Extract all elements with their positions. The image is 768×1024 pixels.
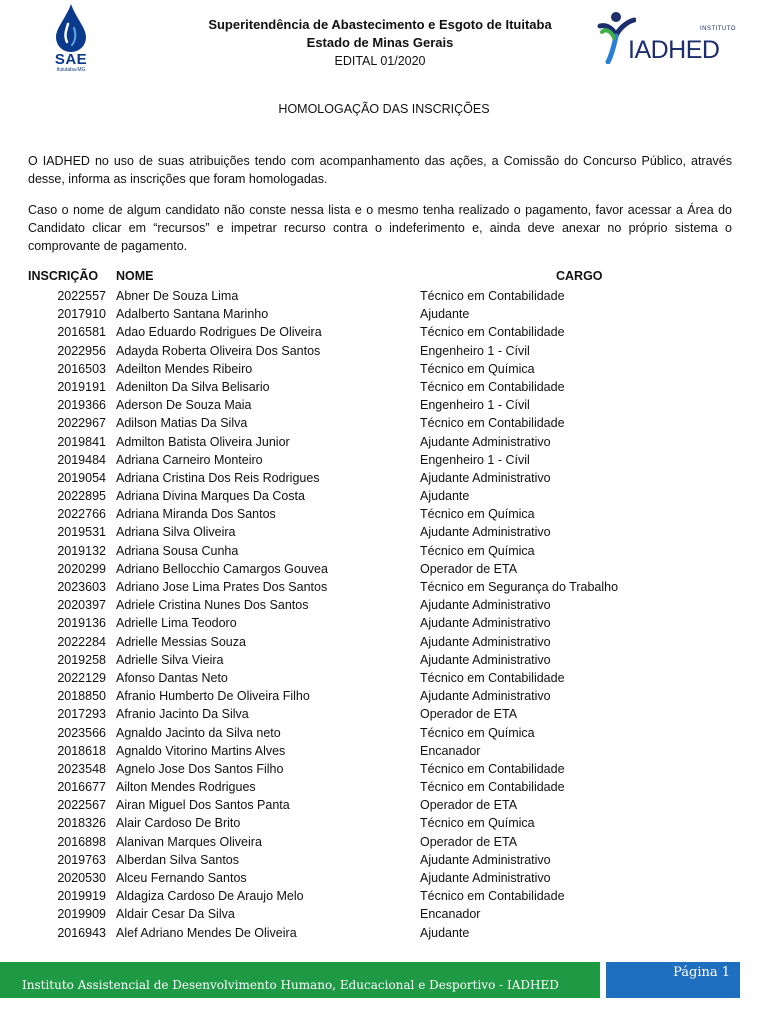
table-row: [0, 742, 768, 760]
table-row: [0, 869, 768, 887]
row-cargo: Ajudante Administrativo: [420, 616, 551, 631]
row-nome: Adeilton Mendes Ribeiro: [116, 361, 253, 376]
row-cargo: Técnico em Química: [420, 507, 535, 522]
row-nome: Alef Adriano Mendes De Oliveira: [116, 925, 297, 940]
row-cargo: Ajudante Administrativo: [420, 434, 551, 449]
row-inscricao: 2016943: [57, 925, 106, 940]
row-inscricao: 2019136: [57, 616, 106, 631]
row-nome: Adriana Sousa Cunha: [116, 543, 239, 558]
table-row: [0, 796, 768, 814]
iadhed-logo: [596, 8, 736, 68]
table-row: [0, 287, 768, 305]
row-nome: Alanivan Marques Oliveira: [116, 834, 262, 849]
row-nome: Alair Cardoso De Brito: [116, 816, 241, 831]
row-inscricao: 2019054: [57, 470, 106, 485]
row-cargo: Operador de ETA: [420, 798, 518, 813]
row-inscricao: 2016503: [57, 361, 106, 376]
table-row: [0, 614, 768, 632]
page-number: Página 1: [673, 965, 730, 980]
row-nome: Afonso Dantas Neto: [116, 670, 228, 685]
row-cargo: Operador de ETA: [420, 834, 518, 849]
row-nome: Agnaldo Jacinto da Silva neto: [116, 725, 281, 740]
row-inscricao: 2019763: [57, 852, 106, 867]
row-inscricao: 2019191: [57, 379, 106, 394]
row-cargo: Técnico em Contabilidade: [420, 889, 565, 904]
row-nome: Admilton Batista Oliveira Junior: [116, 434, 290, 449]
row-inscricao: 2019841: [57, 434, 106, 449]
table-row: [0, 578, 768, 596]
row-inscricao: 2019531: [57, 525, 106, 540]
row-cargo: Engenheiro 1 - Cívil: [420, 398, 530, 413]
row-inscricao: 2022895: [57, 489, 106, 504]
row-inscricao: 2022129: [57, 670, 106, 685]
table-row: [0, 360, 768, 378]
row-nome: Adriana Cristina Dos Reis Rodrigues: [116, 470, 320, 485]
row-inscricao: 2018850: [57, 689, 106, 704]
row-cargo: Técnico em Contabilidade: [420, 289, 565, 303]
row-inscricao: 2022557: [57, 289, 106, 303]
table-row: [0, 451, 768, 469]
row-cargo: Técnico em Contabilidade: [420, 325, 565, 340]
row-cargo: Engenheiro 1 - Cívil: [420, 343, 530, 358]
table-row: [0, 778, 768, 796]
table-row: [0, 724, 768, 742]
table-row: [0, 833, 768, 851]
row-nome: Adriano Bellocchio Camargos Gouvea: [116, 561, 328, 576]
row-inscricao: 2016581: [57, 325, 106, 340]
row-nome: Aldair Cesar Da Silva: [116, 907, 235, 922]
header-edital: EDITAL 01/2020: [334, 54, 426, 68]
table-row: [0, 323, 768, 341]
registrations-list: [0, 287, 768, 942]
row-nome: Alberdan Silva Santos: [116, 852, 239, 867]
row-inscricao: 2022956: [57, 343, 106, 358]
row-cargo: Encanador: [420, 907, 481, 922]
row-nome: Afranio Humberto De Oliveira Filho: [116, 689, 310, 704]
row-inscricao: 2019366: [57, 398, 106, 413]
row-nome: Adriele Cristina Nunes Dos Santos: [116, 598, 309, 613]
table-row: [0, 560, 768, 578]
table-row: [0, 523, 768, 541]
table-row: [0, 469, 768, 487]
table-row: [0, 378, 768, 396]
row-cargo: Técnico em Química: [420, 361, 535, 376]
row-inscricao: 2019919: [57, 889, 106, 904]
row-inscricao: 2022284: [57, 634, 106, 649]
row-inscricao: 2018326: [57, 816, 106, 831]
row-cargo: Ajudante Administrativo: [420, 652, 551, 667]
row-inscricao: 2020397: [57, 598, 106, 613]
row-cargo: Técnico em Química: [420, 543, 535, 558]
row-inscricao: 2022567: [57, 798, 106, 813]
table-row: [0, 687, 768, 705]
row-cargo: Ajudante: [420, 489, 470, 504]
row-inscricao: 2023566: [57, 725, 106, 740]
table-row: [0, 887, 768, 905]
intro-paragraph: O IADHED no uso de suas atribuições tendo com acompanhamento das ações, a Comissão do Concurso Público, através desse, informa as inscrições que foram homologadas.: [28, 154, 732, 186]
row-nome: Adriana Miranda Dos Santos: [116, 507, 276, 522]
row-inscricao: 2017293: [57, 707, 106, 722]
table-row: [0, 596, 768, 614]
table-row: [0, 760, 768, 778]
sae-logo-subtext: Ituiutaba-MG: [56, 67, 86, 73]
sae-logo: [44, 4, 96, 76]
table-row: [0, 414, 768, 432]
table-row: [0, 669, 768, 687]
row-nome: Agnelo Jose Dos Santos Filho: [116, 761, 284, 776]
row-nome: Adalberto Santana Marinho: [116, 307, 269, 322]
row-inscricao: 2019258: [57, 652, 106, 667]
header-state: Estado de Minas Gerais: [306, 35, 454, 50]
row-cargo: Operador de ETA: [420, 561, 518, 576]
row-nome: Airan Miguel Dos Santos Panta: [116, 798, 290, 813]
row-cargo: Técnico em Contabilidade: [420, 416, 565, 431]
row-nome: Adrielle Messias Souza: [116, 634, 246, 649]
row-inscricao: 2022766: [57, 507, 106, 522]
row-inscricao: 2016898: [57, 834, 106, 849]
row-inscricao: 2016677: [57, 780, 106, 795]
row-cargo: Ajudante Administrativo: [420, 634, 551, 649]
column-header-cargo: CARGO: [556, 269, 603, 283]
row-cargo: Técnico em Contabilidade: [420, 670, 565, 685]
row-nome: Alceu Fernando Santos: [116, 871, 247, 885]
row-inscricao: 2018618: [57, 743, 106, 758]
row-cargo: Encanador: [420, 743, 481, 758]
row-cargo: Ajudante: [420, 925, 470, 940]
table-row: [0, 924, 768, 942]
table-row: [0, 633, 768, 651]
row-nome: Ailton Mendes Rodrigues: [116, 780, 256, 795]
sae-logo-text: SAE: [54, 51, 88, 68]
table-row: [0, 651, 768, 669]
table-row: [0, 396, 768, 414]
table-row: [0, 433, 768, 451]
row-cargo: Ajudante Administrativo: [420, 689, 551, 704]
document-title: HOMOLOGAÇÃO DAS INSCRIÇÕES: [278, 102, 490, 116]
table-row: [0, 542, 768, 560]
row-nome: Aderson De Souza Maia: [116, 398, 252, 413]
iadhed-logo-text: IADHED: [628, 36, 720, 64]
row-nome: Afranio Jacinto Da Silva: [116, 707, 249, 722]
row-inscricao: 2019909: [57, 907, 106, 922]
row-inscricao: 2020530: [57, 871, 106, 885]
table-row: [0, 487, 768, 505]
row-cargo: Técnico em Química: [420, 725, 535, 740]
iadhed-logo-instituto: INSTITUTO: [700, 26, 737, 32]
instructions-paragraph: Caso o nome de algum candidato não conste nessa lista e o mesmo tenha realizado o pagamento, favor acessar a Área do Candidato clicar em “recursos” e impetrar recurso contra o indeferimento e, ainda deve anexar no próprio sistema o comprovante de pagamento.: [28, 203, 732, 253]
water-drop-icon: [54, 4, 88, 52]
row-nome: Adriana Divina Marques Da Costa: [116, 489, 305, 504]
row-nome: Adenilton Da Silva Belisario: [116, 379, 270, 394]
row-nome: Adriana Carneiro Monteiro: [116, 452, 263, 467]
row-inscricao: 2019484: [57, 452, 106, 467]
table-row: [0, 505, 768, 523]
table-row: [0, 342, 768, 360]
row-cargo: Ajudante Administrativo: [420, 525, 551, 540]
row-nome: Agnaldo Vitorino Martins Alves: [116, 743, 286, 758]
header-organization: Superitendência de Abastecimento e Esgoto de Ituitaba: [208, 17, 552, 32]
footer-institution-name: Instituto Assistencial de Desenvolvimento Humano, Educacional e Desportivo - IADHED: [22, 978, 559, 992]
column-header-inscricao: INSCRIÇÃO: [28, 269, 99, 283]
table-row: [0, 305, 768, 323]
row-cargo: Técnico em Contabilidade: [420, 379, 565, 394]
row-cargo: Técnico em Contabilidade: [420, 761, 565, 776]
row-cargo: Técnico em Segurança do Trabalho: [420, 580, 619, 594]
row-nome: Adayda Roberta Oliveira Dos Santos: [116, 343, 321, 358]
row-cargo: Ajudante Administrativo: [420, 852, 551, 867]
row-nome: Adriana Silva Oliveira: [116, 525, 236, 540]
row-cargo: Ajudante Administrativo: [420, 470, 551, 485]
row-nome: Adao Eduardo Rodrigues De Oliveira: [116, 325, 322, 340]
row-nome: Abner De Souza Lima: [116, 289, 239, 303]
row-cargo: Técnico em Contabilidade: [420, 780, 565, 795]
table-row: [0, 705, 768, 723]
row-inscricao: 2020299: [57, 561, 106, 576]
table-row: [0, 851, 768, 869]
column-header-nome: NOME: [116, 269, 154, 283]
row-inscricao: 2023548: [57, 761, 106, 776]
row-cargo: Ajudante Administrativo: [420, 871, 551, 885]
row-cargo: Operador de ETA: [420, 707, 518, 722]
table-row: [0, 814, 768, 832]
table-row: [0, 905, 768, 923]
row-cargo: Ajudante Administrativo: [420, 598, 551, 613]
row-nome: Aldagiza Cardoso De Araujo Melo: [116, 889, 304, 904]
row-inscricao: 2019132: [57, 543, 106, 558]
row-nome: Adilson Matias Da Silva: [116, 416, 248, 431]
row-nome: Adrielle Silva Vieira: [116, 652, 224, 667]
row-inscricao: 2023603: [57, 580, 106, 594]
document-header: [150, 16, 610, 70]
row-nome: Adrielle Lima Teodoro: [116, 616, 237, 631]
row-cargo: Engenheiro 1 - Cívil: [420, 452, 530, 467]
row-cargo: Técnico em Química: [420, 816, 535, 831]
row-nome: Adriano Jose Lima Prates Dos Santos: [116, 580, 328, 594]
row-cargo: Ajudante: [420, 307, 470, 322]
row-inscricao: 2017910: [57, 307, 106, 322]
row-inscricao: 2022967: [57, 416, 106, 431]
